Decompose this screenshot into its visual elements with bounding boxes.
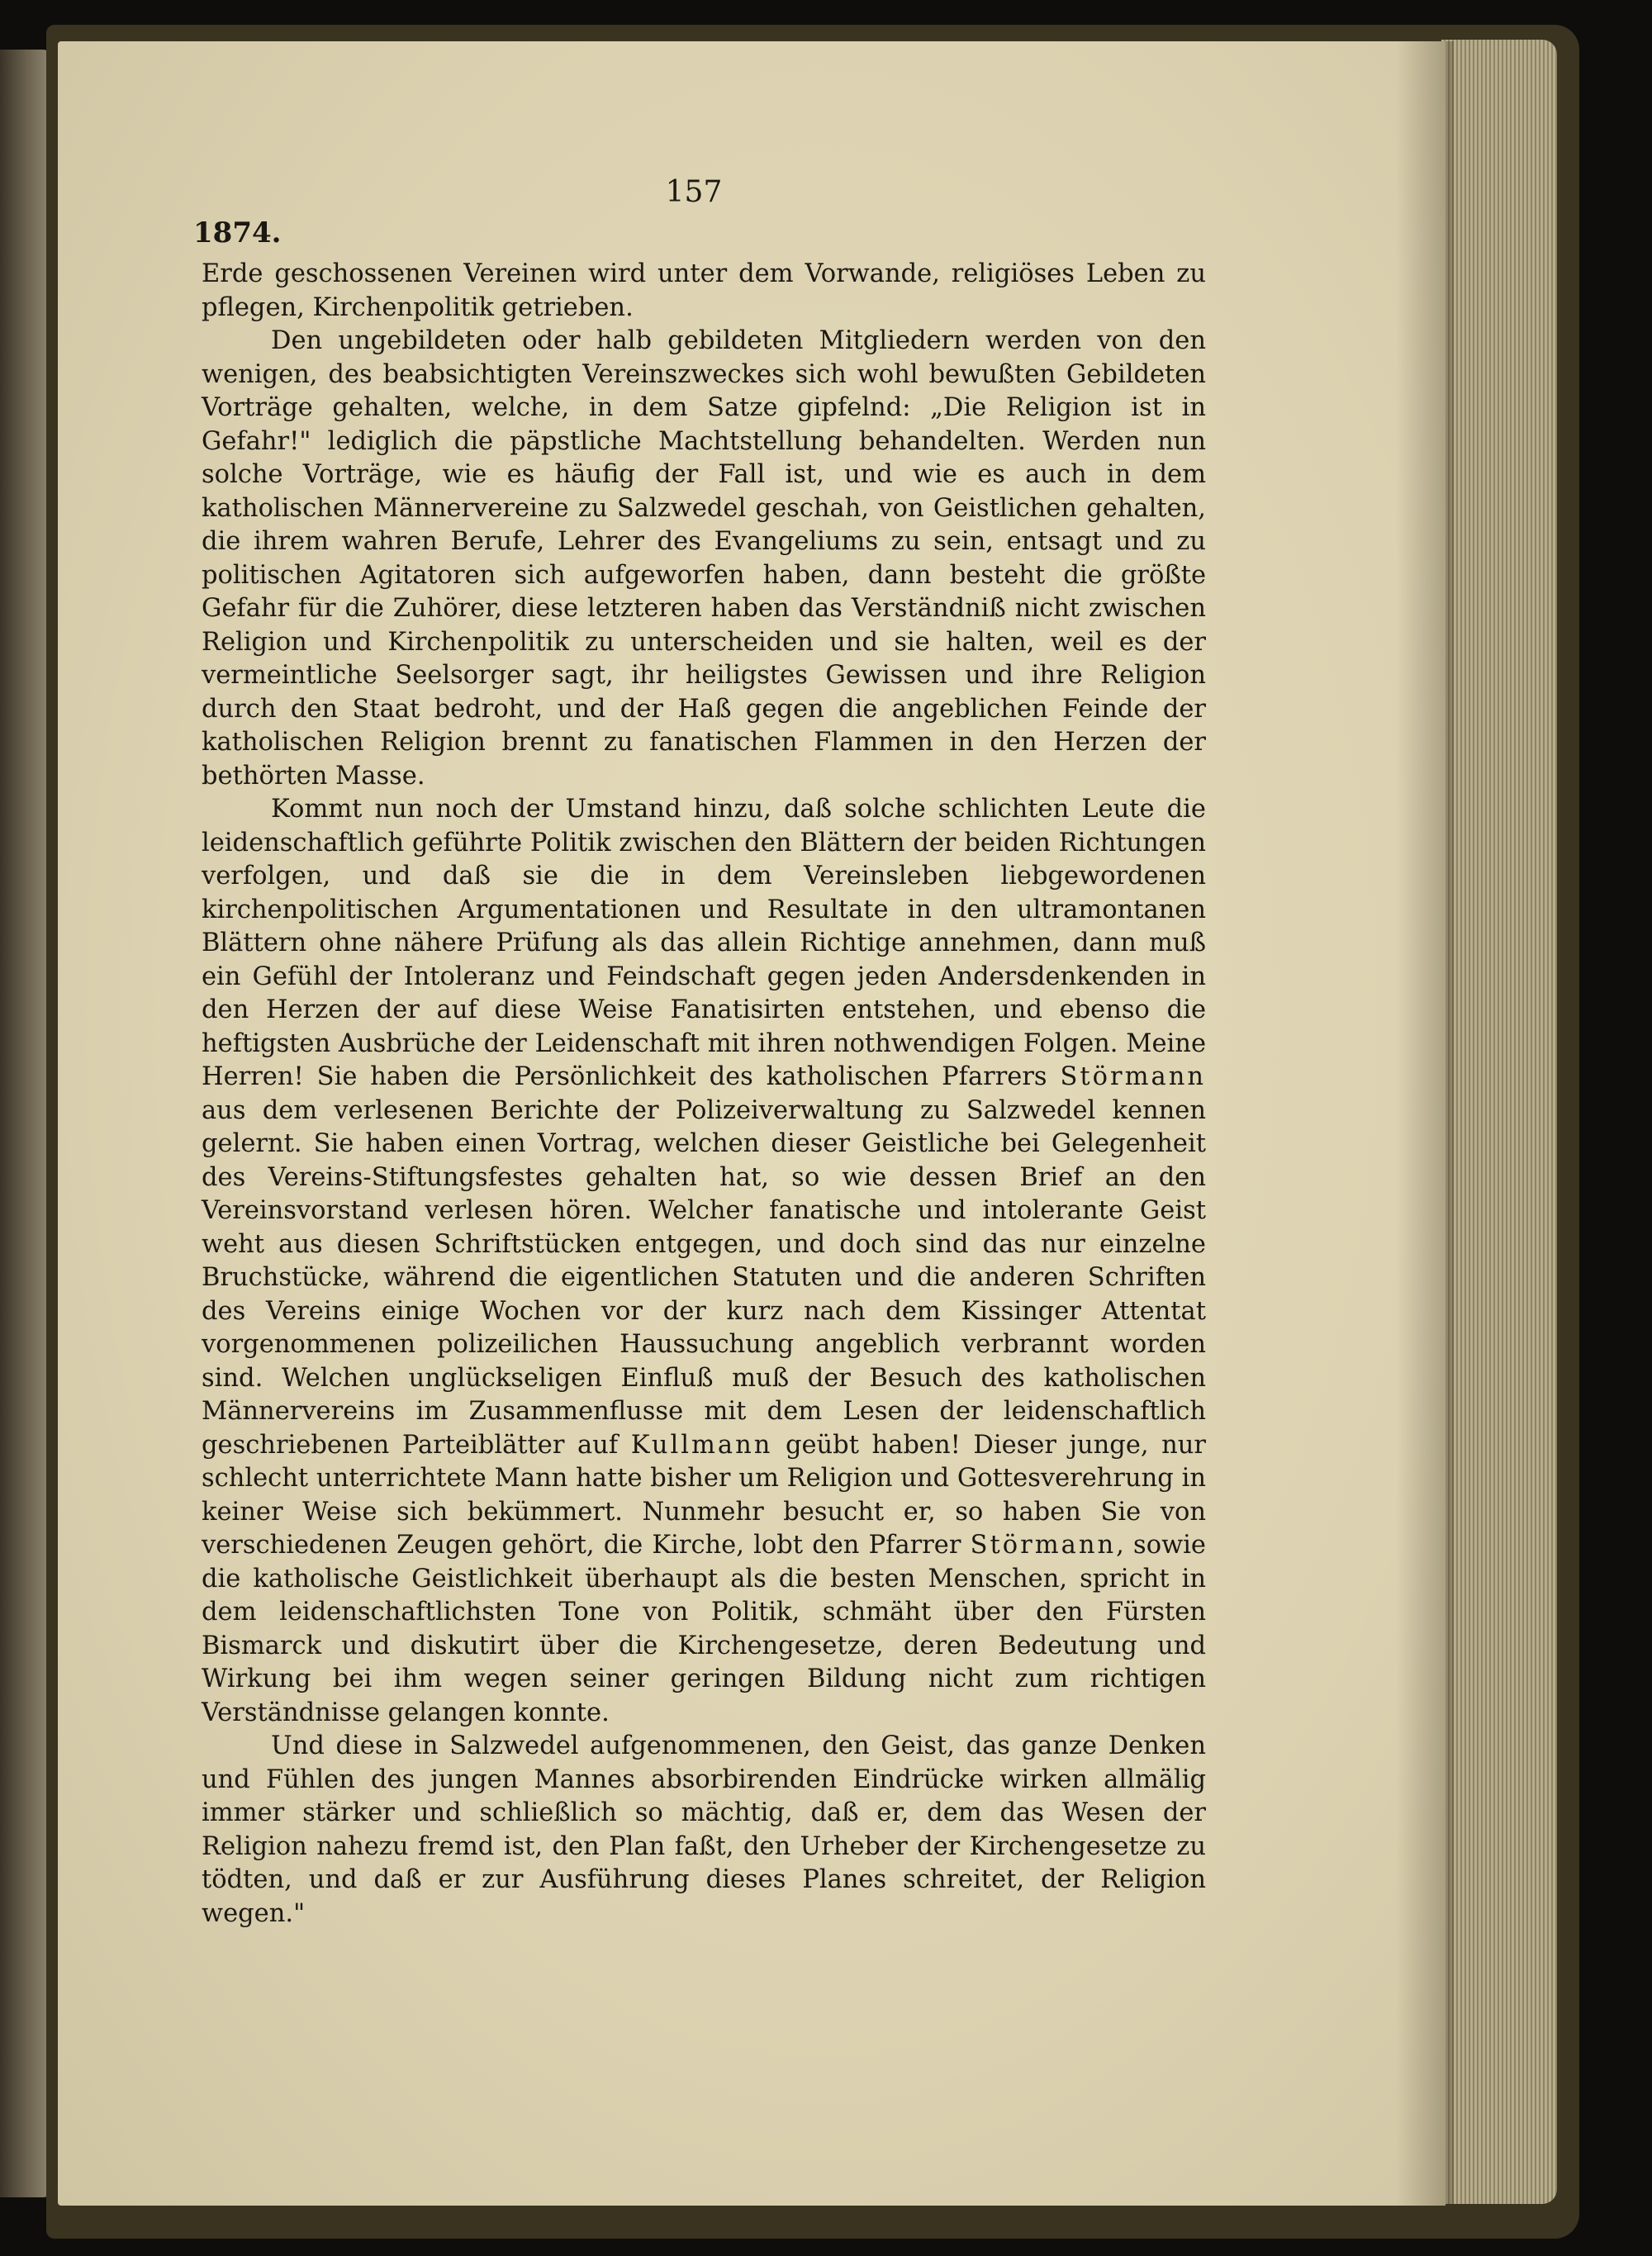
page-number: 157 <box>665 175 723 209</box>
paragraph <box>202 793 1206 1730</box>
page-block-edges <box>1441 40 1557 2204</box>
running-head-year: 1874. <box>193 216 282 249</box>
spaced-name: Störmann <box>970 1531 1117 1560</box>
spaced-name: Störmann <box>1060 1062 1206 1091</box>
paragraph-text: geübt haben! Dieser junge, nur schlecht unterrichtete Mann hatte bisher um Religion und Gottesverehrung in keiner Weise sich bekümmert. Nunmehr besucht er, so haben Sie von verschiedenen Zeugen gehört, die Kirche, lobt den Pfarrer <box>202 1430 1207 1560</box>
paragraph-text: aus dem verlesenen Berichte der Polizeiverwaltung zu Salzwedel kennen gelernt. Sie haben einen Vortrag, welchen dieser Geistliche bei Gelegenheit des Vereins-Stiftungsfestes gehalten hat, so wie dessen Brief an den Vereinsvorstand verlesen hören. Welcher fanatische und intolerante Geist weht aus diesen Schriftstücken entgegen, und doch sind das nur einzelne Bruchstücke, während die eigentlichen Statuten und die anderen Schriften des Vereins einige Wochen vor der kurz nach dem Kissinger Attentat vorgenommenen polizeilichen Haussuchung angeblich verbrannt worden sind. Welchen unglückseligen Einfluß muß der Besuch des katholischen Männervereins im Zusammenflusse mit dem Lesen der leidenschaftlich geschriebenen Parteiblätter auf <box>202 1095 1206 1460</box>
paragraph: Erde geschossenen Vereinen wird unter dem Vorwande, religiöses Leben zu pflegen, Kirchenpolitik getrieben. <box>202 259 1206 322</box>
paragraph: Den ungebildeten oder halb gebildeten Mitgliedern werden von den wenigen, des beabsichtigten Vereinszweckes sich wohl bewußten Gebildeten Vorträge gehalten, welche, in dem Satze gipfelnd: „Die Religion ist in Gefahr!" lediglich die päpstliche Machtstellung behandelten. Werden nun solche Vorträge, wie es häufig der Fall ist, und wie es auch in dem katholischen Männervereine zu Salzwedel geschah, von Geistlichen gehalten, die ihrem wahren Berufe, Lehrer des Evangeliums zu sein, entsagt und zu politischen Agitatoren sich aufgeworfen haben, dann besteht die größte Gefahr für die Zuhörer, diese letzteren haben das Verständniß nicht zwischen Religion und Kirchenpolitik zu unterscheiden und sie halten, weil es der vermeintliche Seelsorger sagt, ihr heiligstes Gewissen und ihre Religion durch den Staat bedroht, und der Haß gegen die angeblichen Feinde der katholischen Religion brennt zu fanatischen Flammen in den Herzen der bethörten Masse. <box>202 326 1206 791</box>
page-shadow <box>1396 41 1454 2206</box>
paragraph: Und diese in Salzwedel aufgenommenen, den Geist, das ganze Denken und Fühlen des jungen Mannes absorbirenden Eindrücke wirken allmälig immer stärker und schließlich so mächtig, daß er, dem das Wesen der Religion nahezu fremd ist, den Plan faßt, den Urheber der Kirchengesetze zu tödten, und daß er zur Ausführung dieses Planes schreitet, der Religion wegen." <box>202 1731 1206 1928</box>
spaced-name: Kullmann <box>630 1430 773 1460</box>
body-text <box>202 258 1206 1931</box>
paragraph-text: , sowie die katholische Geistlichkeit überhaupt als die besten Menschen, spricht in dem leidenschaftlichsten Tone von Politik, schmäht über den Fürsten Bismarck und diskutirt über die Kirchengesetze, deren Bedeutung und Wirkung bei ihm wegen seiner geringen Bildung nicht zum richtigen Verständnisse gelangen konnte. <box>202 1531 1206 1727</box>
adjacent-page-edge <box>0 50 51 2197</box>
paragraph-text: Kommt nun noch der Umstand hinzu, daß solche schlichten Leute die leidenschaftlich geführte Politik zwischen den Blättern der beiden Richtungen verfolgen, und daß sie die in dem Vereinsleben liebgewordenen kirchenpolitischen Argumentationen und Resultate in den ultramontanen Blättern ohne nähere Prüfung als das allein Richtige annehmen, dann muß ein Gefühl der Intoleranz und Feindschaft gegen jeden Andersdenkenden in den Herzen der auf diese Weise Fanatisirten entstehen, und ebenso die heftigsten Ausbrüche der Leidenschaft mit ihren nothwendigen Folgen. Meine Herren! Sie haben die Persönlichkeit des katholischen Pfarrers <box>202 795 1206 1091</box>
